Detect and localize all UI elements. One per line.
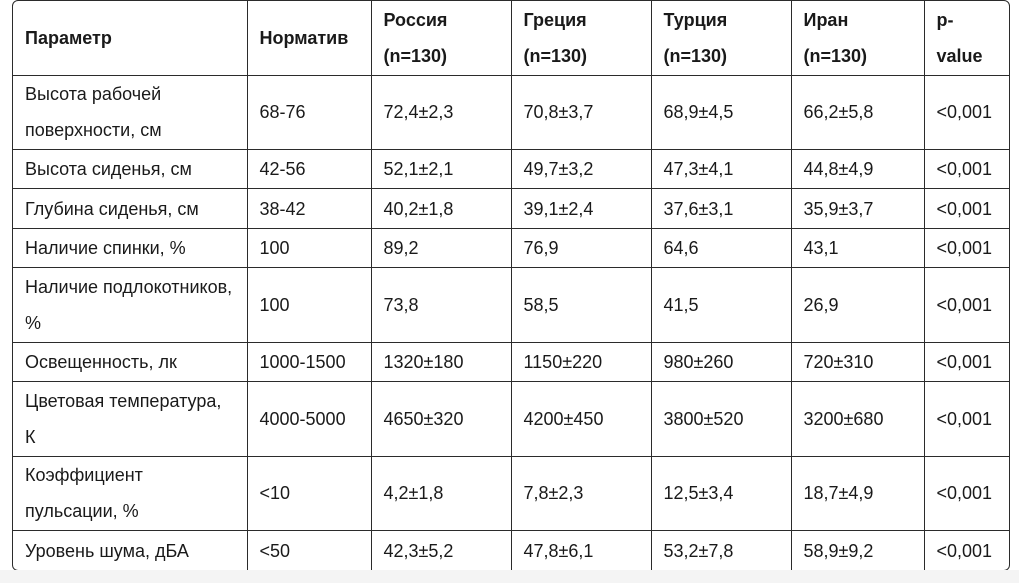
table-cell: 73,8 (371, 268, 511, 343)
table-cell: 100 (247, 268, 371, 343)
table-row (13, 189, 1009, 228)
table-cell: 100 (247, 228, 371, 267)
page-bottom-band (0, 570, 1019, 583)
table-row (13, 381, 1009, 456)
table-cell: 52,1±2,1 (371, 150, 511, 189)
table-cell: <0,001 (924, 189, 1009, 228)
data-table-container (12, 0, 1010, 571)
table-cell: 39,1±2,4 (511, 189, 651, 228)
table-cell: Освещенность, лк (13, 342, 247, 381)
table-cell: Коэффициент пульсации, % (13, 456, 247, 531)
table-row (13, 228, 1009, 267)
table-cell: 49,7±3,2 (511, 150, 651, 189)
table-row (13, 268, 1009, 343)
table-cell: Наличие подлокотников, % (13, 268, 247, 343)
table-cell: 3200±680 (791, 381, 924, 456)
header-russia: Россия (n=130) (371, 1, 511, 75)
header-turkey: Турция (n=130) (651, 1, 791, 75)
table-cell: 4,2±1,8 (371, 456, 511, 531)
table-cell: 70,8±3,7 (511, 75, 651, 150)
table-cell: 980±260 (651, 342, 791, 381)
table-cell: <0,001 (924, 228, 1009, 267)
header-iran: Иран (n=130) (791, 1, 924, 75)
table-row (13, 75, 1009, 150)
table-cell: 26,9 (791, 268, 924, 343)
table-cell: 58,9±9,2 (791, 531, 924, 570)
header-parameter: Параметр (13, 1, 247, 75)
table-cell: 76,9 (511, 228, 651, 267)
table-row (13, 342, 1009, 381)
table-cell: 47,8±6,1 (511, 531, 651, 570)
table-cell: 18,7±4,9 (791, 456, 924, 531)
table-cell: <0,001 (924, 268, 1009, 343)
table-header-row (13, 1, 1009, 75)
table-cell: 42-56 (247, 150, 371, 189)
table-cell: 3800±520 (651, 381, 791, 456)
table-cell: 42,3±5,2 (371, 531, 511, 570)
table-cell: <0,001 (924, 150, 1009, 189)
table-cell: Глубина сиденья, см (13, 189, 247, 228)
table-cell: <0,001 (924, 342, 1009, 381)
table-cell: 4650±320 (371, 381, 511, 456)
table-row (13, 456, 1009, 531)
table-cell: 44,8±4,9 (791, 150, 924, 189)
table-cell: Цветовая температура, К (13, 381, 247, 456)
table-cell: <10 (247, 456, 371, 531)
table-cell: 68-76 (247, 75, 371, 150)
table-cell: <0,001 (936, 540, 993, 561)
table-row (13, 150, 1009, 189)
table-cell: Высота сиденья, см (13, 150, 247, 189)
table-cell: 720±310 (791, 342, 924, 381)
table-cell: <50 (247, 531, 371, 570)
table-cell: <0,001 (924, 381, 1009, 456)
table-cell: 41,5 (651, 268, 791, 343)
header-norm: Норматив (247, 1, 371, 75)
table-cell: 38-42 (247, 189, 371, 228)
table-cell: Высота рабочей поверхности, см (13, 75, 247, 150)
table-cell: 47,3±4,1 (651, 150, 791, 189)
table-cell: 37,6±3,1 (651, 189, 791, 228)
table-cell: 68,9±4,5 (651, 75, 791, 150)
table-cell: <0,001 (924, 456, 1009, 531)
table-cell: 35,9±3,7 (791, 189, 924, 228)
table-cell: 7,8±2,3 (511, 456, 651, 531)
header-p-value: p-value (924, 1, 1009, 75)
table-cell: 12,5±3,4 (651, 456, 791, 531)
table-cell: 4200±450 (511, 381, 651, 456)
table-cell: 43,1 (791, 228, 924, 267)
table-cell: Наличие спинки, % (13, 228, 247, 267)
table-cell: 72,4±2,3 (371, 75, 511, 150)
table-cell: 40,2±1,8 (371, 189, 511, 228)
table-cell: <0,001 (924, 75, 1009, 150)
header-greece: Греция (n=130) (511, 1, 651, 75)
table-cell: 89,2 (371, 228, 511, 267)
table-cell: 64,6 (651, 228, 791, 267)
table-row (13, 531, 1009, 570)
data-table (13, 1, 1009, 570)
table-cell: 53,2±7,8 (651, 531, 791, 570)
table-cell: 1000-1500 (247, 342, 371, 381)
table-cell: Уровень шума, дБА (13, 531, 247, 570)
table-cell: 1150±220 (511, 342, 651, 381)
table-cell: 1320±180 (371, 342, 511, 381)
table-cell: 4000-5000 (247, 381, 371, 456)
table-cell: 58,5 (511, 268, 651, 343)
table-cell: 66,2±5,8 (791, 75, 924, 150)
